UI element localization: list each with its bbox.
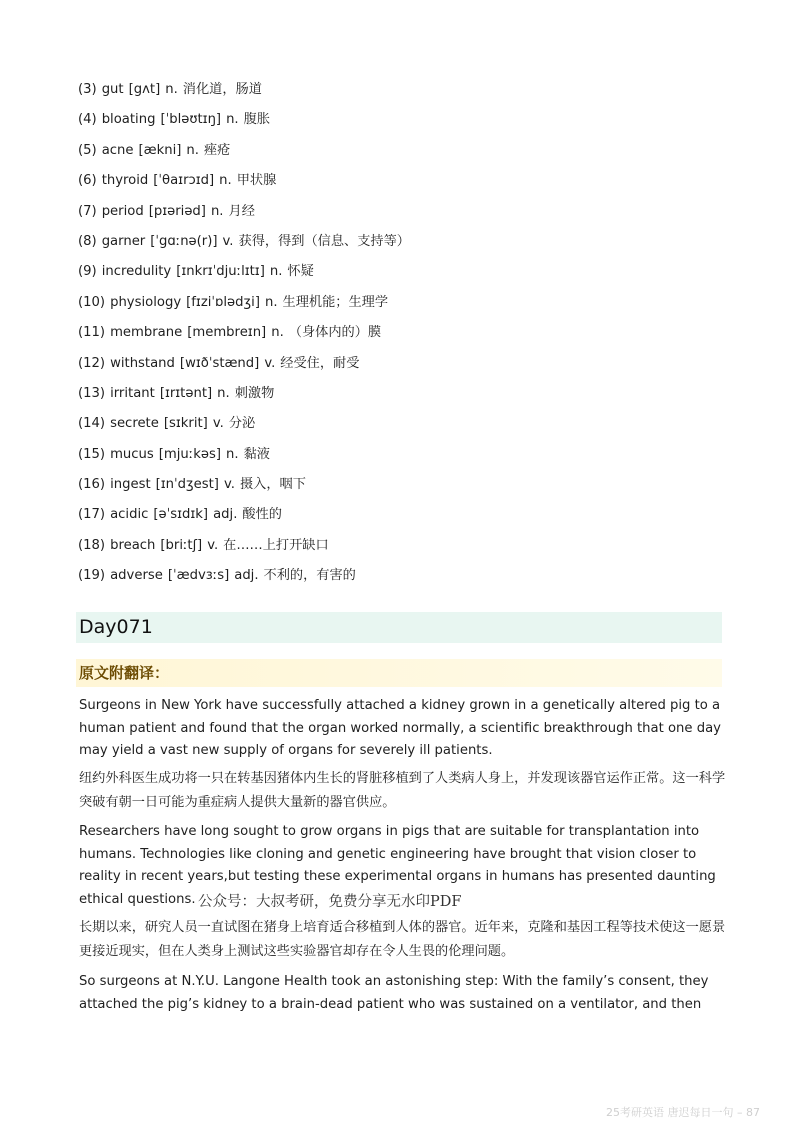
vocab-phonetic: [mjuːkəs]	[158, 446, 221, 462]
vocab-meaning: 不利的，有害的	[263, 568, 356, 584]
vocab-phonetic: [ɪnkrɪˈdjuːlɪtɪ]	[176, 264, 265, 280]
vocab-phonetic: [sɪkrit]	[163, 416, 208, 432]
watermark-text: 公众号：大叔考研，免费分享无水印PDF	[198, 894, 462, 910]
vocab-number: (11)	[78, 325, 106, 341]
vocab-meaning: 月经	[228, 203, 255, 219]
vocab-meaning: 在……上打开缺口	[223, 537, 329, 553]
page-footer: 25考研英语 唐迟每日一句 – 87	[606, 1106, 760, 1119]
vocab-item	[78, 108, 738, 138]
vocab-meaning: （身体内的）膜	[288, 325, 382, 341]
vocab-number: (9)	[78, 264, 97, 280]
vocab-part-of-speech: n.	[219, 173, 232, 189]
vocab-number: (17)	[78, 507, 106, 523]
vocab-part-of-speech: n.	[226, 112, 239, 128]
vocab-word: acidic	[110, 507, 149, 523]
vocab-item	[78, 412, 738, 442]
vocab-number: (6)	[78, 173, 97, 189]
vocab-part-of-speech: v.	[223, 477, 235, 493]
vocab-phonetic: [pɪəriəd]	[148, 203, 206, 219]
vocab-meaning: 甲状腺	[236, 173, 277, 189]
vocab-word: irritant	[110, 385, 155, 401]
section-heading: 原文附翻译：	[76, 659, 722, 687]
vocab-phonetic: [membreɪn]	[187, 325, 267, 341]
vocab-word: mucus	[110, 446, 154, 462]
vocab-part-of-speech: n.	[210, 203, 224, 219]
vocab-number: (4)	[78, 112, 97, 128]
vocab-word: membrane	[110, 325, 183, 341]
vocab-item	[78, 473, 738, 503]
vocab-phonetic: [ˈbləʊtɪŋ]	[160, 112, 222, 128]
vocab-number: (16)	[78, 477, 106, 493]
vocab-item	[78, 260, 738, 290]
vocab-item	[78, 534, 738, 564]
vocab-number: (18)	[78, 537, 106, 553]
paragraph-chinese: 长期以来，研究人员一直试图在猪身上培育适合移植到人体的器官。近年来，克隆和基因工程等技术使这一愿景更接近现实，但在人类身上测试这些实验器官却存在令人生畏的伦理问题。	[79, 920, 726, 959]
vocab-part-of-speech: adj.	[213, 507, 238, 523]
vocab-phonetic: [gʌt]	[128, 82, 161, 97]
vocab-meaning: 消化道，肠道	[182, 82, 262, 97]
vocab-meaning: 怀疑	[287, 264, 314, 280]
vocab-word: period	[101, 203, 144, 219]
vocab-phonetic: [əˈsɪdɪk]	[153, 507, 209, 523]
vocab-number: (19)	[78, 568, 106, 584]
vocab-part-of-speech: n.	[264, 294, 278, 310]
vocab-item	[78, 291, 738, 321]
vocab-part-of-speech: n.	[165, 82, 178, 97]
vocab-number: (10)	[78, 294, 106, 310]
vocab-part-of-speech: v.	[222, 233, 234, 249]
vocab-part-of-speech: n.	[186, 142, 199, 158]
vocab-phonetic: [ɪnˈdʒest]	[155, 477, 219, 493]
vocab-item	[78, 321, 738, 351]
vocab-word: thyroid	[101, 173, 149, 189]
vocab-number: (14)	[78, 416, 106, 432]
vocab-part-of-speech: n.	[271, 325, 284, 341]
vocab-part-of-speech: v.	[207, 537, 219, 553]
vocab-phonetic: [ˈθaɪrɔɪd]	[153, 173, 215, 189]
vocab-number: (12)	[78, 355, 106, 371]
vocab-item	[78, 200, 738, 230]
vocab-item	[78, 169, 738, 199]
vocab-meaning: 痤疮	[203, 142, 231, 158]
vocab-number: (5)	[78, 142, 97, 158]
vocab-part-of-speech: adj.	[234, 568, 259, 584]
paragraph-english: Researchers have long sought to grow organs in pigs that are suitable for transplantation into humans. Technologies like cloning and genetic engineering have brought that vision closer to reality in recent years,but testing these experimental organs in humans has presented daunting ethical questions.	[79, 824, 716, 907]
vocab-word: physiology	[110, 294, 182, 310]
vocab-phonetic: [ˈædvɜːs]	[167, 568, 230, 584]
vocab-item	[78, 564, 738, 594]
vocab-phonetic: [ˈgɑːnə(r)]	[150, 233, 218, 249]
vocab-word: ingest	[110, 477, 151, 493]
vocab-item	[78, 230, 738, 260]
vocab-item	[78, 382, 738, 412]
vocab-phonetic: [fɪziˈɒlədʒi]	[186, 294, 260, 310]
vocab-phonetic: [ɪrɪtənt]	[159, 385, 213, 401]
vocab-word: acne	[101, 142, 134, 158]
vocab-number: (8)	[78, 233, 97, 249]
vocab-part-of-speech: n.	[217, 385, 230, 401]
vocab-word: secrete	[110, 416, 159, 432]
vocab-phonetic: [wɪðˈstænd]	[179, 355, 260, 371]
vocab-item	[78, 139, 738, 169]
vocab-phonetic: [briːtʃ]	[160, 537, 203, 553]
vocab-word: breach	[110, 537, 156, 553]
vocab-meaning: 黏液	[243, 446, 270, 462]
vocab-meaning: 分泌	[228, 416, 256, 432]
vocab-meaning: 腹胀	[243, 112, 271, 128]
vocab-word: withstand	[110, 355, 175, 371]
vocab-number: (13)	[78, 385, 106, 401]
vocab-item	[78, 503, 738, 533]
paragraph-chinese: 纽约外科医生成功将一只在转基因猪体内生长的肾脏移植到了人类病人身上，并发现该器官运作正常。这一科学突破有朝一日可能为重症病人提供大量新的器官供应。	[79, 771, 726, 810]
vocab-word: adverse	[110, 568, 163, 584]
vocab-number: (3)	[78, 82, 97, 97]
vocab-word: bloating	[101, 112, 156, 128]
vocab-meaning: 生理机能；生理学	[282, 294, 389, 310]
paragraph-english: So surgeons at N.Y.U. Langone Health took an astonishing step: With the family’s consent, they attached the pig’s kidney to a brain-dead patient who was sustained on a ventilator, and then	[79, 974, 709, 1012]
vocab-part-of-speech: v.	[264, 355, 276, 371]
vocab-number: (15)	[78, 446, 106, 462]
vocabulary-list	[78, 78, 738, 595]
vocab-part-of-speech: n.	[269, 264, 283, 280]
vocab-word: incredulity	[101, 264, 172, 280]
vocab-meaning: 获得，得到（信息、支持等）	[238, 233, 410, 249]
paragraph-english: Surgeons in New York have successfully attached a kidney grown in a genetically altered pig to a human patient and found that the organ worked normally, a scientific breakthrough that one day may yield a vast new supply of organs for severely ill patients.	[79, 698, 721, 759]
vocab-item	[78, 352, 738, 382]
vocab-meaning: 经受住，耐受	[280, 355, 360, 371]
vocab-word: gut	[101, 82, 124, 97]
vocab-meaning: 酸性的	[242, 507, 282, 523]
vocab-part-of-speech: v.	[212, 416, 224, 432]
vocab-part-of-speech: n.	[226, 446, 239, 462]
vocab-meaning: 刺激物	[234, 385, 275, 401]
day-heading: Day071	[76, 612, 722, 643]
vocab-word: garner	[101, 233, 146, 249]
vocab-meaning: 摄入，咽下	[239, 477, 306, 493]
vocab-item	[78, 78, 738, 108]
vocab-item	[78, 443, 738, 473]
vocab-number: (7)	[78, 203, 97, 219]
vocab-phonetic: [ækni]	[138, 142, 182, 158]
